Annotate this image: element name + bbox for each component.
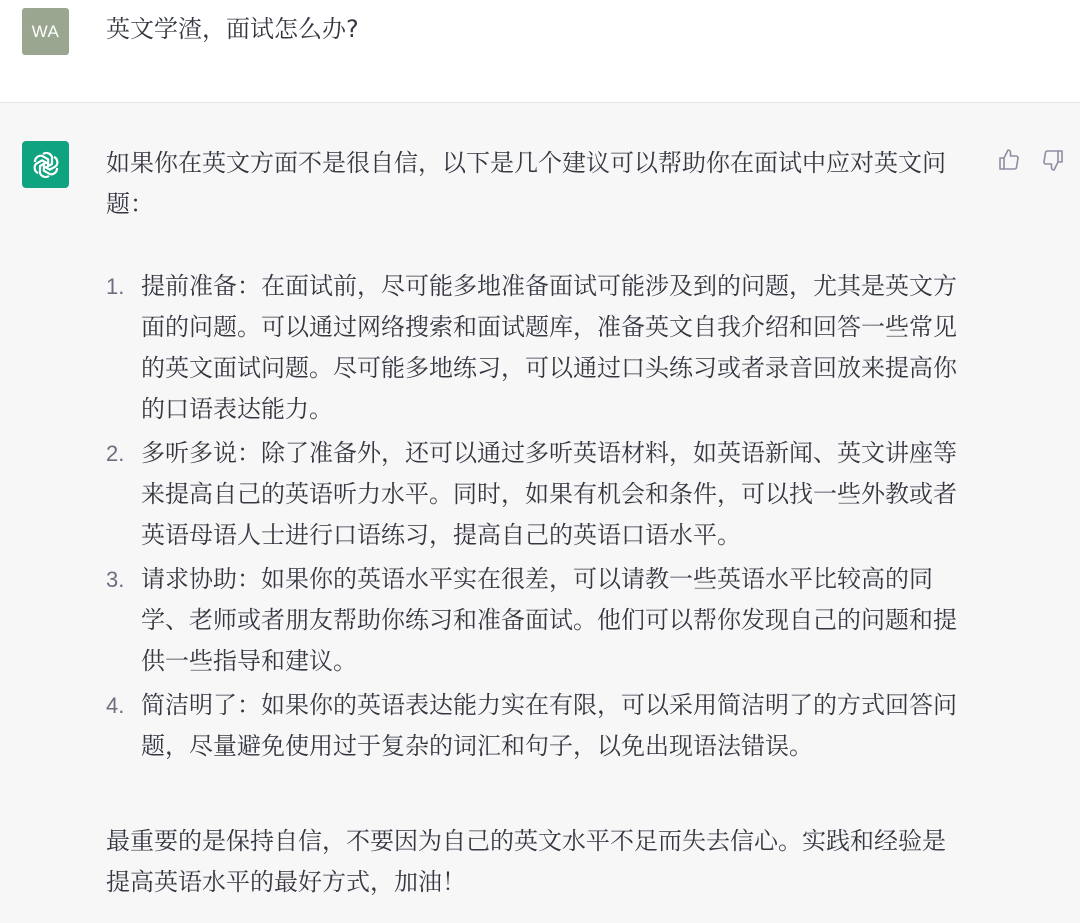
feedback-buttons <box>996 147 1066 173</box>
list-item <box>106 266 986 430</box>
assistant-avatar <box>22 141 69 188</box>
openai-logo-icon <box>30 149 62 181</box>
thumbs-up-icon <box>997 148 1021 172</box>
user-message-text: 英文学渣，面试怎么办? <box>106 15 359 43</box>
list-item <box>106 685 986 767</box>
thumbs-down-button[interactable] <box>1040 147 1066 173</box>
list-item-number: 4. <box>106 693 125 718</box>
thumbs-down-icon <box>1041 148 1065 172</box>
list-item-text: 请求协助：如果你的英语水平实在很差，可以请教一些英语水平比较高的同学、老师或者朋友帮助你练习和准备面试。他们可以帮你发现自己的问题和提供一些指导和建议。 <box>141 565 957 675</box>
list-item <box>106 559 986 682</box>
list-item-text: 多听多说：除了准备外，还可以通过多听英语材料，如英语新闻、英文讲座等来提高自己的英语听力水平。同时，如果有机会和条件，可以找一些外教或者英语母语人士进行口语练习，提高自己的英语口语水平。 <box>141 439 957 549</box>
answer-intro: 如果你在英文方面不是很自信，以下是几个建议可以帮助你在面试中应对英文问题： <box>106 149 946 218</box>
assistant-message-row <box>0 103 1080 923</box>
list-item-text: 提前准备：在面试前，尽可能多地准备面试可能涉及到的问题，尤其是英文方面的问题。可以通过网络搜索和面试题库，准备英文自我介绍和回答一些常见的英文面试问题。尽可能多地练习，可以通过口头练习或者录音回放来提高你的口语表达能力。 <box>141 272 957 423</box>
assistant-answer <box>106 143 986 896</box>
user-message-row <box>0 0 1080 103</box>
list-item-number: 2. <box>106 441 125 466</box>
list-item-number: 1. <box>106 274 125 299</box>
answer-outro: 最重要的是保持自信，不要因为自己的英文水平不足而失去信心。实践和经验是提高英语水平的最好方式，加油！ <box>106 827 946 896</box>
thumbs-up-button[interactable] <box>996 147 1022 173</box>
user-avatar: WA <box>22 8 69 55</box>
answer-list <box>106 266 986 770</box>
list-item-number: 3. <box>106 567 125 592</box>
list-item <box>106 433 986 556</box>
list-item-text: 简洁明了：如果你的英语表达能力实在有限，可以采用简洁明了的方式回答问题，尽量避免使用过于复杂的词汇和句子，以免出现语法错误。 <box>141 691 957 760</box>
